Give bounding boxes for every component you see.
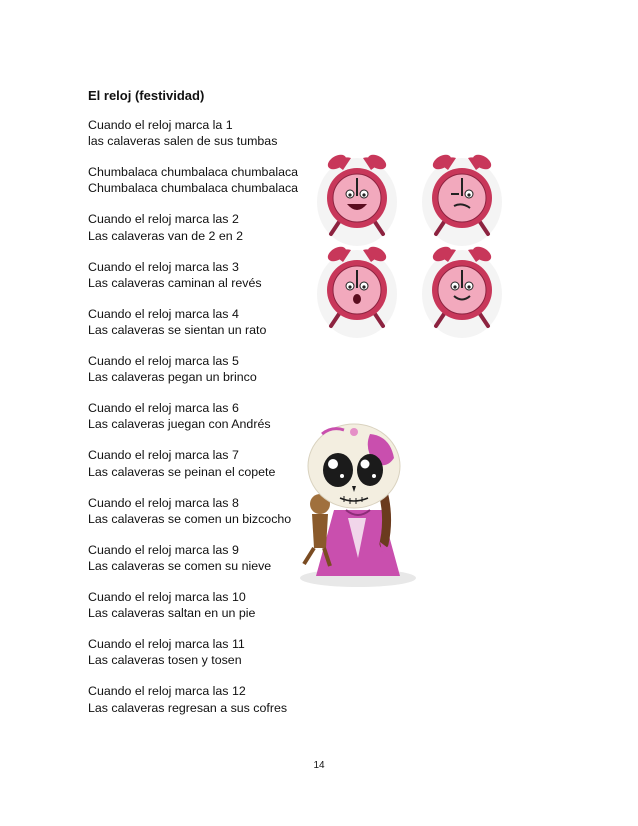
verse-line: Las calaveras van de 2 en 2 [88, 228, 243, 243]
verse-line: Cuando el reloj marca las 4 [88, 306, 239, 321]
poem-verses [88, 117, 318, 730]
alarm-clock-icon [317, 152, 397, 246]
verse-line: Cuando el reloj marca las 8 [88, 495, 239, 510]
verse-line: Cuando el reloj marca las 12 [88, 684, 246, 699]
stanza [88, 447, 318, 480]
stanza [88, 117, 318, 150]
verse-line: Las calaveras saltan en un pie [88, 606, 256, 621]
verse-line: Las calaveras se peinan el copete [88, 464, 276, 479]
alarm-clocks-illustration [312, 150, 512, 340]
stanza [88, 164, 318, 197]
stanza [88, 636, 318, 669]
verse-line: Las calaveras pegan un brinco [88, 370, 257, 385]
verse-line: Cuando el reloj marca las 7 [88, 448, 239, 463]
stanza [88, 259, 318, 292]
verse-line: Las calaveras se comen un bizcocho [88, 511, 292, 526]
stanza [88, 683, 318, 716]
alarm-clock-icon [317, 244, 397, 338]
stanza [88, 542, 318, 575]
page-number: 14 [313, 760, 325, 771]
verse-line: Cuando el reloj marca las 10 [88, 589, 246, 604]
verse-line: Las calaveras se sientan un rato [88, 323, 267, 338]
verse-line: Chumbalaca chumbalaca chumbalaca [88, 181, 299, 196]
verse-line: Cuando el reloj marca las 2 [88, 212, 239, 227]
verse-line: Cuando el reloj marca las 9 [88, 542, 239, 557]
verse-line: Cuando el reloj marca las 6 [88, 401, 239, 416]
verse-line: Las calaveras juegan con Andrés [88, 417, 271, 432]
verse-line: Cuando el reloj marca las 11 [88, 637, 245, 652]
stanza [88, 306, 318, 339]
stanza [88, 495, 318, 528]
verse-line: Cuando el reloj marca las 3 [88, 259, 239, 274]
verse-line: Las calaveras regresan a sus cofres [88, 700, 288, 715]
sugar-skull-doll-icon [286, 418, 426, 590]
verse-line: Las calaveras se comen su nieve [88, 558, 272, 573]
alarm-clock-icon [422, 152, 502, 246]
verse-line: Las calaveras tosen y tosen [88, 653, 242, 668]
verse-line: Las calaveras caminan al revés [88, 275, 262, 290]
stanza [88, 400, 318, 433]
stanza [88, 589, 318, 622]
stanza [88, 211, 318, 244]
verse-line: Chumbalaca chumbalaca chumbalaca [88, 165, 299, 180]
verse-line: las calaveras salen de sus tumbas [88, 134, 278, 149]
poem-title: El reloj (festividad) [88, 88, 205, 103]
stanza [88, 353, 318, 386]
verse-line: Cuando el reloj marca la 1 [88, 118, 233, 132]
alarm-clock-icon [422, 244, 502, 338]
verse-line: Cuando el reloj marca las 5 [88, 353, 239, 368]
